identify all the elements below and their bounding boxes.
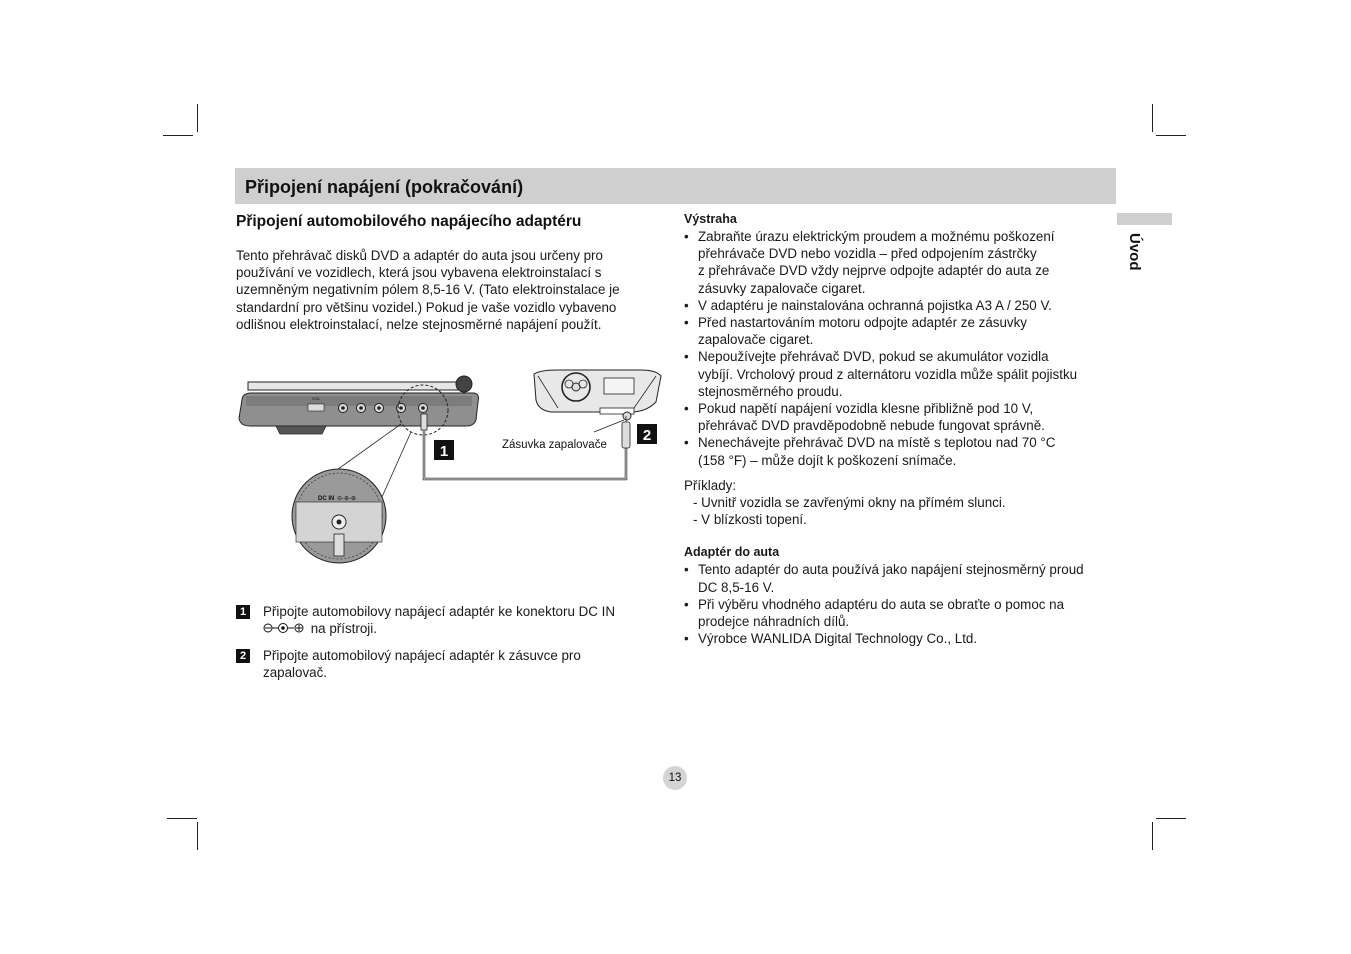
intro-line: Tento přehrávač disků DVD a adaptér do auta jsou určeny pro: [236, 248, 603, 263]
list-line: stejnosměrného proudu.: [698, 383, 843, 399]
crop-mark: [163, 135, 193, 136]
crop-mark: [197, 822, 198, 850]
list-line: • Zabraňte úrazu elektrickým proudem a možnému poškození: [698, 229, 1055, 244]
list-line: • Nenechávejte přehrávač DVD na místě s teplotou nad 70 °C: [698, 435, 1056, 451]
svg-text:1: 1: [439, 443, 449, 460]
adapter-list: [684, 561, 1124, 647]
example-item: - Uvnitř vozidla se zavřenými okny na přímém slunci.: [693, 495, 1006, 511]
svg-text:⊖-⊕-⊕: ⊖-⊕-⊕: [337, 496, 357, 502]
warning-heading: Výstraha: [684, 212, 737, 226]
adapter-heading: Adaptér do auta: [684, 545, 780, 560]
crop-mark: [197, 104, 198, 132]
list-item: [684, 297, 1124, 314]
step-number: 1: [236, 605, 250, 619]
svg-text:DC IN: DC IN: [318, 496, 335, 502]
step-line: Připojte automobilový napájecí adaptér k zásuvce pro: [263, 648, 581, 663]
list-line: přehrávač DVD pravděpodobně nebude fungovat správně.: [698, 418, 1045, 434]
list-line: zásuvky zapalovače cigaret.: [698, 280, 866, 296]
list-line: DC 8,5-16 V.: [698, 579, 775, 595]
list-item: [684, 596, 1124, 630]
side-tab-bar: [1117, 213, 1172, 225]
intro-line: používání ve vozidlech, která jsou vybavena elektroinstalací s: [236, 265, 602, 281]
page-title: Připojení napájení (pokračování): [245, 177, 524, 197]
list-item: [684, 630, 1124, 647]
step-line: Připojte automobilovy napájecí adaptér ke konektoru DC IN: [263, 604, 616, 619]
list-item: [684, 434, 1124, 468]
section-heading: Připojení automobilového napájecího adaptéru: [236, 213, 582, 230]
list-line: • Při výběru vhodného adaptéru do auta se obraťte o pomoc na: [698, 596, 1065, 612]
intro-line: standardní pro většinu vozidel.) Pokud je vaše vozidlo vybaveno: [236, 299, 617, 315]
side-tab-label: Úvod: [1126, 233, 1143, 271]
svg-text:2: 2: [642, 427, 652, 444]
list-item: [684, 400, 1124, 434]
list-line: • Před nastartováním motoru odpojte adaptér ze zásuvky: [698, 315, 1027, 331]
step-text: [263, 647, 581, 681]
warning-list: [684, 228, 1124, 469]
step-line: na přístroji.: [310, 621, 377, 637]
list-line: prodejce náhradních dílů.: [698, 614, 850, 630]
crop-mark: [1152, 822, 1153, 850]
svg-text:VOL: VOL: [311, 396, 321, 401]
list-item: [684, 348, 1124, 400]
step-number: 2: [236, 649, 250, 663]
crop-mark: [167, 818, 197, 819]
list-item: [684, 561, 1124, 595]
step-line: zapalovač.: [263, 665, 328, 681]
intro-line: odlišnou elektroinstalací, nelze stejnosměrné napájení použít.: [236, 316, 602, 332]
list-line: zapalovače cigaret.: [698, 332, 814, 348]
list-line: • Výrobce WANLIDA Digital Technology Co., Ltd.: [698, 631, 978, 647]
list-item: [684, 314, 1124, 348]
car-dashboard-illustration: [534, 370, 661, 420]
right-column: [684, 211, 1124, 647]
crop-mark: [1156, 135, 1186, 136]
list-item: [684, 228, 1124, 297]
crop-mark: [1152, 104, 1153, 132]
crop-mark: [1156, 818, 1186, 819]
example-item: - V blízkosti topení.: [693, 512, 807, 528]
list-line: z přehrávače DVD vždy nejprve odpojte adaptér do auta ze: [698, 263, 1050, 279]
socket-label: Zásuvka zapalovače: [502, 439, 607, 451]
list-line: • V adaptéru je nainstalována ochranná pojistka A3 A / 250 V.: [698, 297, 1052, 313]
intro-paragraph: [236, 247, 666, 333]
dc-polarity-icon: [263, 622, 307, 634]
list-line: • Nepoužívejte přehrávač DVD, pokud se akumulátor vozidla: [698, 349, 1049, 365]
examples-label: Příklady:: [684, 477, 737, 493]
page-number: 13: [663, 766, 687, 790]
list-line: vybíjí. Vrcholový proud z alternátoru vozidla může spálit pojistku: [698, 366, 1078, 382]
section-title-bar: [235, 168, 1116, 204]
list-line: přehrávače DVD nebo vozidla – před odpojením zástrčky: [698, 246, 1037, 262]
list-line: • Tento adaptér do auta používá jako napájení stejnosměrný proud: [698, 562, 1084, 578]
dc-in-zoom: [292, 469, 386, 563]
step-text: [263, 603, 615, 637]
list-line: • Pokud napětí napájení vozidla klesne přibližně pod 10 V,: [698, 401, 1034, 417]
intro-line: uzemněným negativním pólem 8,5-16 V. (Tato elektroinstalace je: [236, 282, 620, 298]
list-line: (158 °F) – může dojít k poškození snímače.: [698, 452, 957, 468]
connection-illustration: [236, 362, 666, 582]
